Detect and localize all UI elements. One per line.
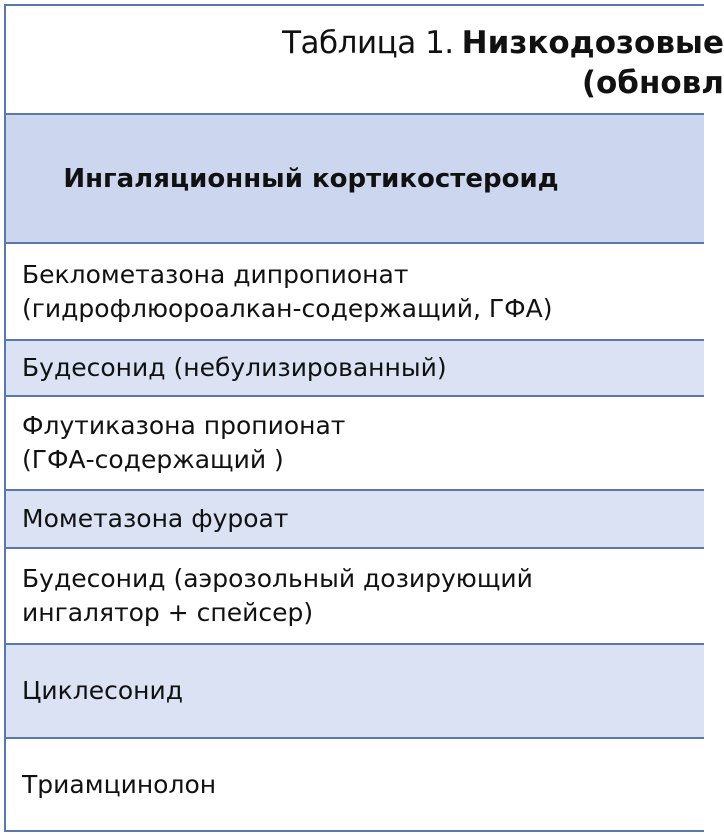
dose-table	[4, 4, 724, 832]
cell-line: Триамцинолон	[22, 769, 217, 799]
cell-line: Будесонид (небулизированный)	[22, 353, 447, 382]
cell-line: (гидрофлюороалкан-содержащий, ГФА)	[22, 293, 553, 323]
table-title-line2: (обновл	[581, 65, 724, 101]
table-row	[6, 549, 704, 645]
cell-drug-name	[22, 768, 216, 802]
cell-drug-name	[22, 351, 447, 385]
cell-line: Флутиказона пропионат	[22, 411, 346, 440]
table-row	[6, 397, 704, 491]
column-header	[6, 115, 704, 244]
table-row	[6, 491, 704, 549]
table-row	[6, 645, 704, 739]
cell-drug-name	[22, 562, 533, 630]
cell-line: Беклометазона дипропионат	[22, 259, 409, 289]
table-row	[6, 341, 704, 397]
cell-line: Мометазона фуроат	[22, 504, 289, 533]
table-row	[6, 244, 704, 341]
table-title	[6, 6, 724, 115]
cell-drug-name	[22, 674, 183, 708]
cell-drug-name	[22, 502, 288, 536]
cell-line: Циклесонид	[22, 676, 184, 705]
cell-line: ингалятор + спейсер)	[22, 598, 314, 627]
cell-line: Будесонид (аэрозольный дозирующий	[22, 564, 533, 593]
cell-line: (ГФА-содержащий )	[22, 445, 284, 474]
column-header-label: Ингаляционный кортикостероид	[63, 163, 559, 194]
table-title-prefix: Таблица 1.	[282, 25, 454, 61]
cell-drug-name	[22, 258, 553, 326]
table-title-bold: Низкодозовые	[461, 25, 724, 61]
table-row	[6, 739, 704, 832]
cell-drug-name	[22, 409, 345, 477]
table-title-line1	[282, 23, 724, 63]
